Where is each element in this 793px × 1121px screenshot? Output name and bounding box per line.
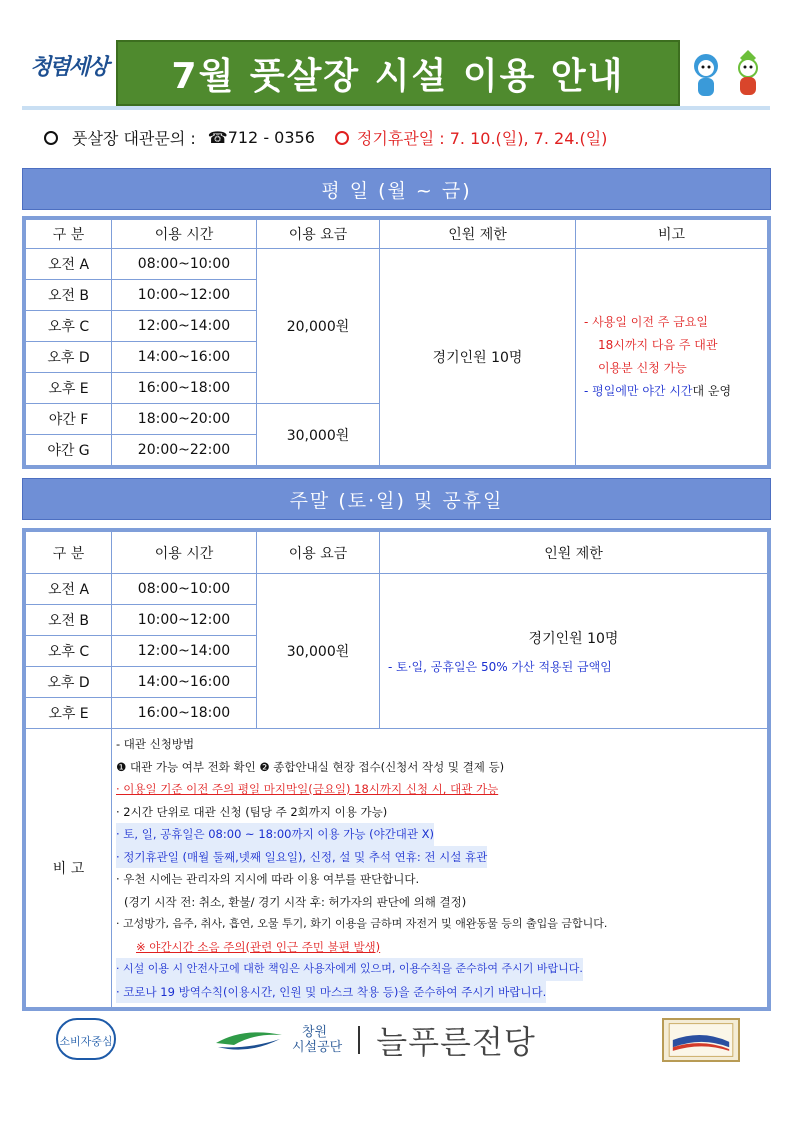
page-title: 7월 풋살장 시설 이용 안내 [171, 55, 625, 97]
time-cell: 12:00~14:00 [112, 311, 257, 342]
slot-cell: 오후 D [26, 342, 112, 373]
inquiry-label: 풋살장 대관문의 : [72, 129, 196, 148]
limit-cell: 경기인원 10명 [380, 249, 576, 466]
header-cell: 이용 시간 [112, 532, 257, 574]
time-cell: 10:00~12:00 [112, 605, 257, 636]
remark-line: · 정기휴관일 (매월 둘째,넷째 일요일), 신정, 설 및 추석 연휴: 전 시설 휴관 [116, 846, 487, 869]
time-cell: 20:00~22:00 [112, 435, 257, 466]
weekday-banner [22, 168, 771, 210]
note-line: 이용분 신청 가능 [598, 361, 687, 375]
slot-cell: 오후 C [26, 311, 112, 342]
remark-line: · 우천 시에는 관리자의 지시에 따라 이용 여부를 판단합니다. [116, 872, 420, 886]
time-cell: 10:00~12:00 [112, 280, 257, 311]
header [22, 38, 770, 110]
table-row [26, 574, 768, 605]
circle-bullet-icon [44, 131, 58, 145]
facility-name-line: 창원 [302, 1025, 328, 1040]
time-cell: 14:00~16:00 [112, 667, 257, 698]
closed-days: 정기휴관일 : 7. 10.(일), 7. 24.(일) [356, 129, 608, 148]
title-bar [116, 40, 680, 106]
red-circle-bullet-icon [335, 131, 349, 145]
slot-cell: 오전 B [26, 605, 112, 636]
header-cell: 구 분 [26, 532, 112, 574]
weekday-note-cell [576, 249, 768, 466]
time-cell: 14:00~16:00 [112, 342, 257, 373]
limit-cell [380, 574, 768, 729]
remark-line: · 시설 이용 시 안전사고에 대한 책임은 사용자에게 있으며, 이용수칙을 준수하여 주시기 바랍니다. [116, 958, 583, 981]
weekday-table-frame [22, 216, 771, 469]
remark-line: · 토, 일, 공휴일은 08:00 ~ 18:00까지 이용 가능 (야간대관 X) [116, 823, 434, 846]
facility-logo [214, 1018, 574, 1062]
note-line: 18시까지 다음 주 대관 [598, 338, 718, 352]
facility-name [292, 1025, 342, 1055]
consumer-logo-text: 소비자중심 [59, 1035, 113, 1048]
divider [358, 1026, 360, 1054]
slot-cell: 야간 G [26, 435, 112, 466]
header-underline [22, 106, 770, 110]
consumer-center-logo [56, 1018, 116, 1060]
note-line-black: 대 운영 [692, 384, 732, 398]
time-cell: 16:00~18:00 [112, 698, 257, 729]
slot-cell: 오후 E [26, 373, 112, 404]
table-header-row [26, 220, 768, 249]
remarks-row [26, 729, 768, 1008]
facility-name-line: 시설공단 [292, 1040, 343, 1055]
slot-cell: 오전 B [26, 280, 112, 311]
remark-line: (경기 시작 전: 취소, 환불/ 경기 시작 후: 허가자의 판단에 의해 결정) [124, 894, 467, 909]
slot-cell: 오전 A [26, 574, 112, 605]
weekend-banner [22, 478, 771, 520]
slot-cell: 오후 D [26, 667, 112, 698]
integrity-logo [30, 50, 120, 94]
phone-number: ☎712 - 0356 [207, 128, 315, 147]
time-cell: 16:00~18:00 [112, 373, 257, 404]
weekend-table [25, 531, 768, 1008]
note-line [584, 380, 767, 403]
fee-night-cell: 30,000원 [257, 404, 380, 466]
time-cell: 08:00~10:00 [112, 249, 257, 280]
header-cell: 이용 시간 [112, 220, 257, 249]
header-cell: 인원 제한 [380, 532, 768, 574]
note-line-blue: - 평일에만 야간 시간 [584, 384, 693, 398]
time-cell: 12:00~14:00 [112, 636, 257, 667]
table-row [26, 249, 768, 280]
weekend-banner-title: 주말 (토·일) 및 공휴일 [289, 489, 504, 512]
limit-text: 경기인원 10명 [528, 630, 619, 647]
weekday-table [25, 219, 768, 466]
weekday-banner-title: 평 일 (월 ~ 금) [321, 179, 472, 202]
remark-line: ❶ 대관 가능 여부 전화 확인 ❷ 종합안내실 현장 접수(신청서 작성 및 결제 등) [116, 759, 505, 774]
header-cell: 이용 요금 [257, 532, 380, 574]
slot-cell: 오전 A [26, 249, 112, 280]
weekend-table-frame [22, 528, 771, 1011]
remark-line: - 대관 신청방법 [116, 737, 195, 751]
integrity-logo-text: 청렴세상 [30, 54, 108, 80]
header-cell: 구 분 [26, 220, 112, 249]
remark-line: ※ 야간시간 소음 주의(관련 인근 주민 불편 발생) [136, 939, 381, 954]
time-cell: 08:00~10:00 [112, 574, 257, 605]
remark-line: · 이용일 기준 이전 주의 평일 마지막일(금요일) 18시까지 신청 시, 대관 가능 [116, 782, 499, 796]
time-cell: 18:00~20:00 [112, 404, 257, 435]
remark-line: · 2시간 단위로 대관 신청 (팀당 주 2회까지 이용 가능) [116, 804, 388, 819]
slot-cell: 야간 F [26, 404, 112, 435]
fee-cell: 30,000원 [257, 574, 380, 729]
mascot-icon [686, 46, 770, 104]
header-cell: 비고 [576, 220, 768, 249]
limit-note: - 토·일, 공휴일은 50% 가산 적용된 금액임 [388, 659, 612, 674]
swoosh-icon [214, 1025, 284, 1055]
remark-line: · 고성방가, 음주, 취사, 흡연, 오물 투기, 화기 이용을 금하며 자전거 및 애완동물 등의 출입을 금합니다. [116, 917, 608, 930]
table-header-row [26, 532, 768, 574]
brand-name: 늘푸른전당 [376, 1023, 536, 1061]
note-line: - 사용일 이전 주 금요일 [584, 315, 708, 329]
header-cell: 인원 제한 [380, 220, 576, 249]
slot-cell: 오후 C [26, 636, 112, 667]
remarks-cell [112, 729, 768, 1008]
fee-day-cell: 20,000원 [257, 249, 380, 404]
slot-cell: 오후 E [26, 698, 112, 729]
info-line [44, 126, 607, 149]
header-cell: 이용 요금 [257, 220, 380, 249]
certificate-icon [662, 1018, 740, 1062]
remark-line: · 코로나 19 방역수칙(이용시간, 인원 및 마스크 착용 등)을 준수하여 주시기 바랍니다. [116, 981, 546, 1004]
remarks-label: 비 고 [26, 729, 112, 1008]
